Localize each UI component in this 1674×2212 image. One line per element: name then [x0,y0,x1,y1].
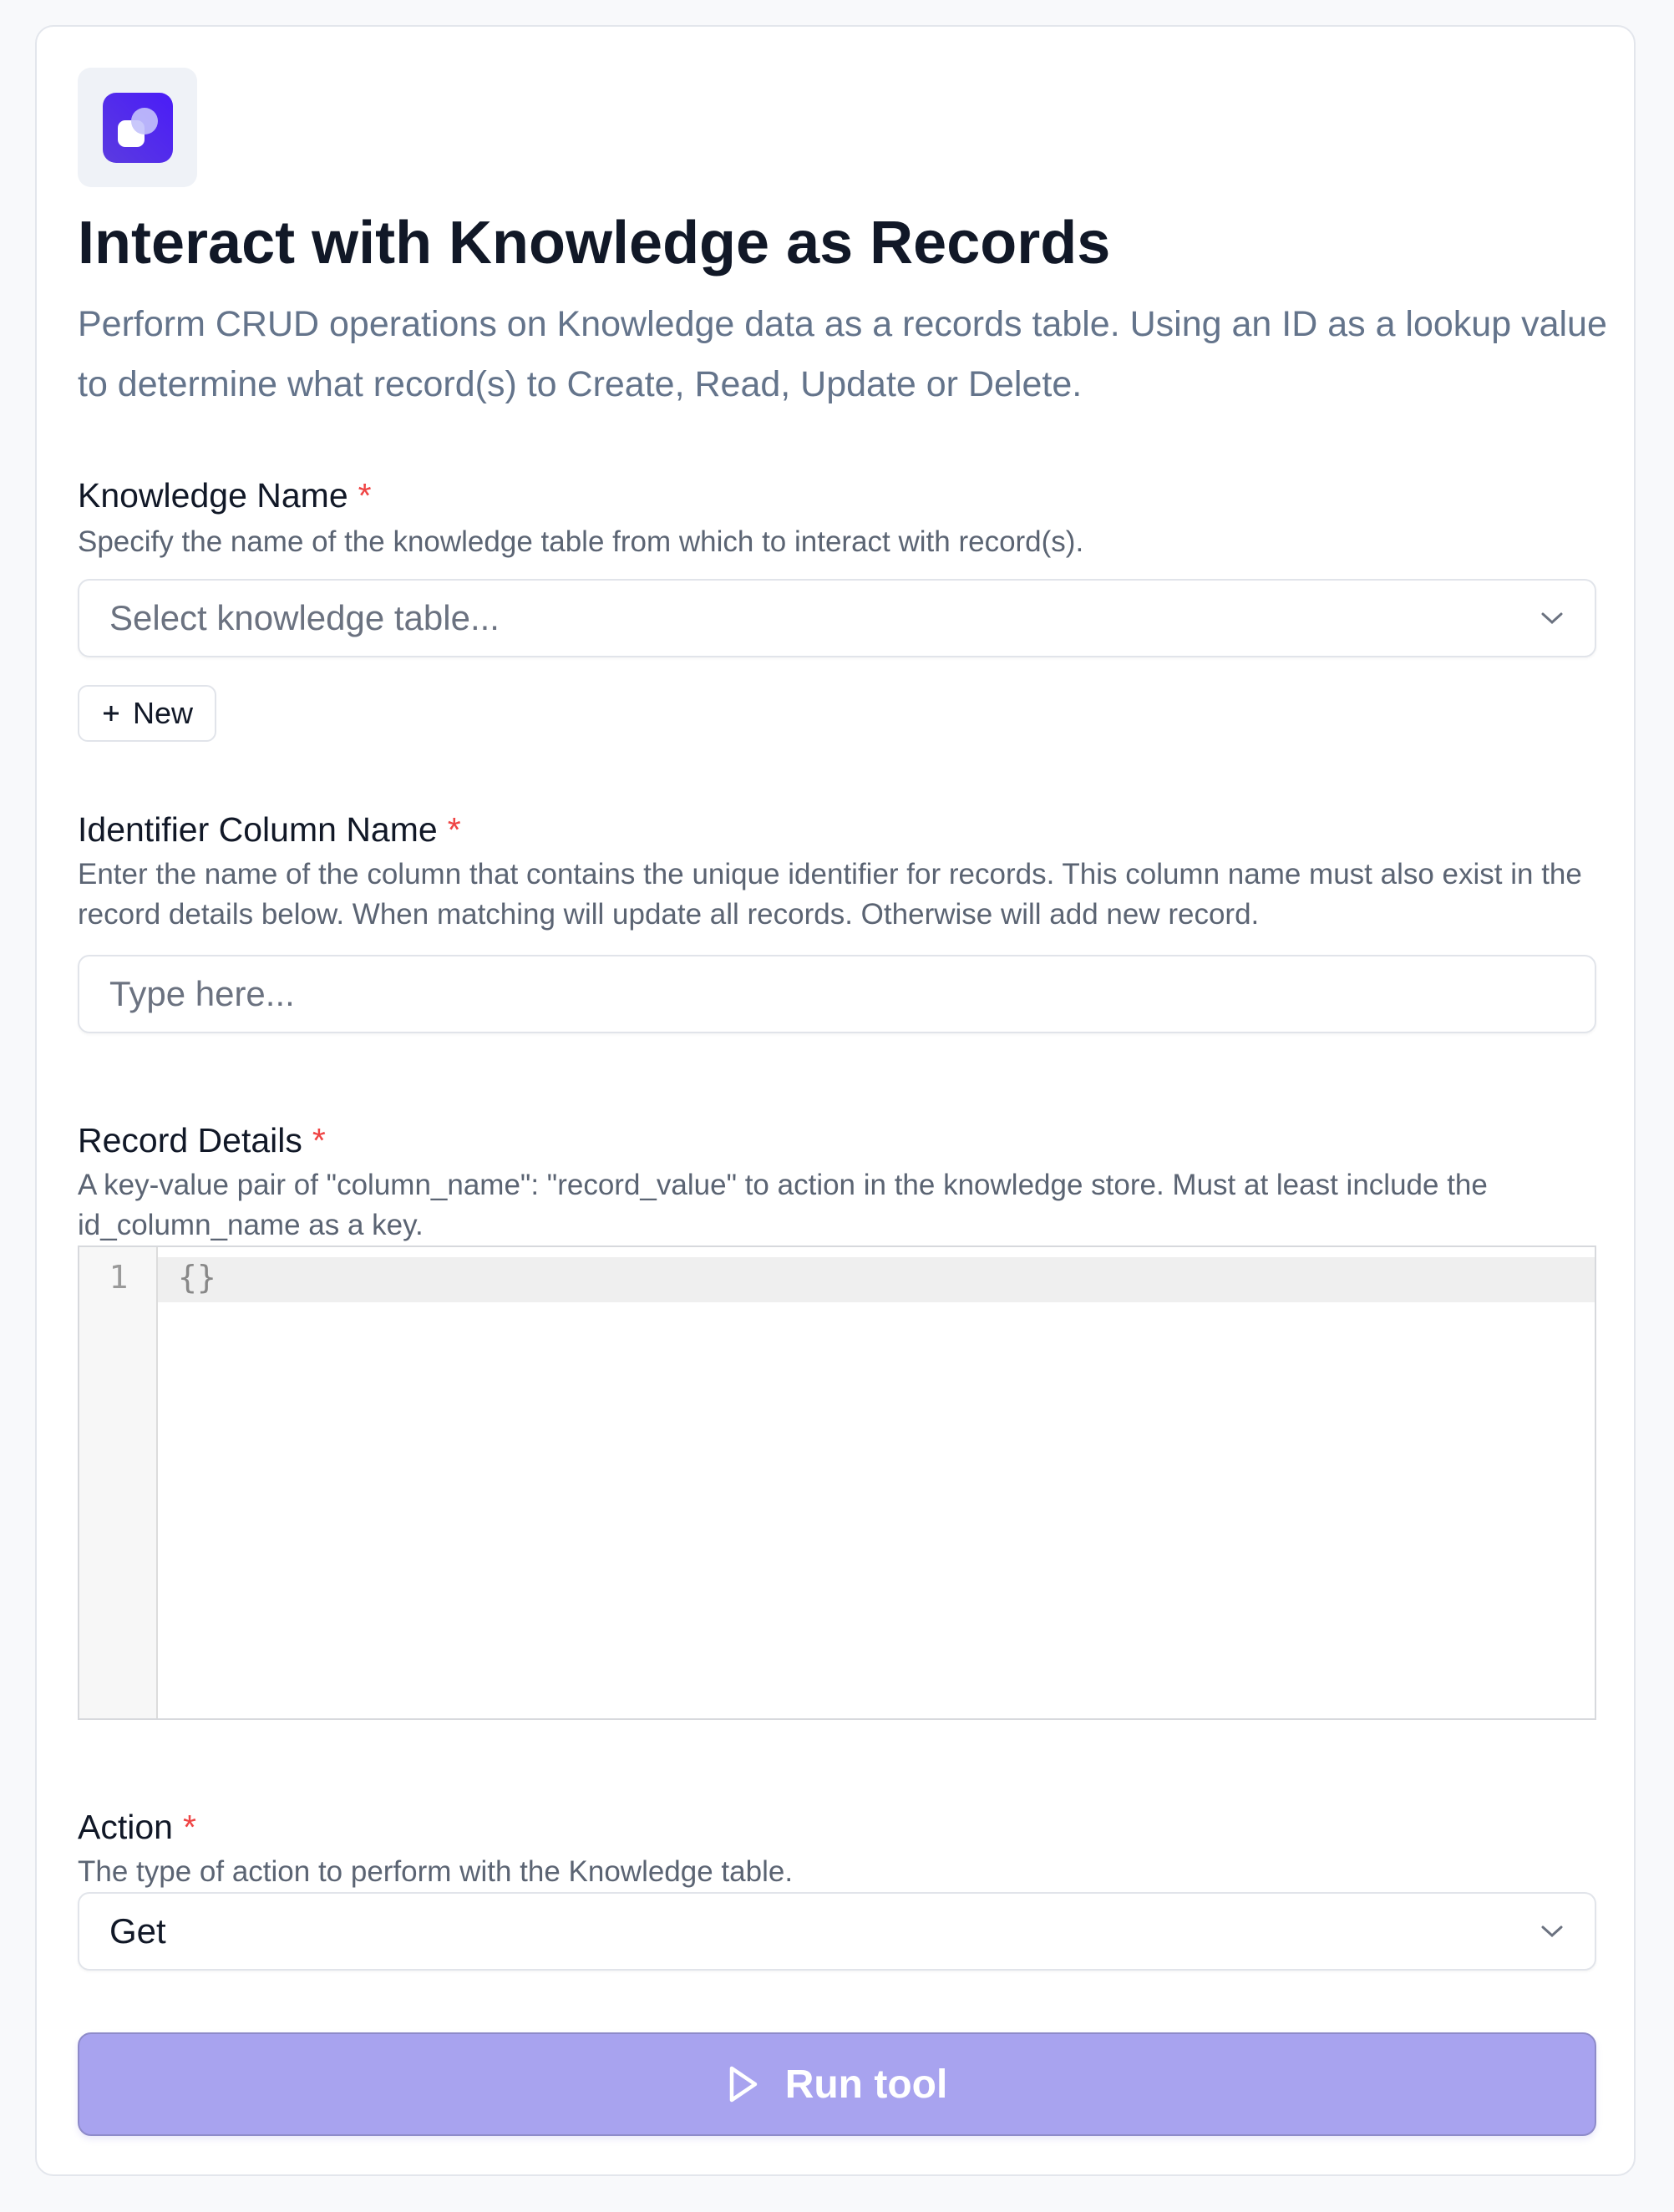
input-placeholder: Type here... [109,974,295,1013]
knowledge-table-select[interactable] [78,579,1596,657]
action-select[interactable] [78,1892,1596,1971]
run-tool-button[interactable] [78,2032,1596,2136]
required-marker: * [358,476,372,515]
run-tool-label: Run tool [784,2062,948,2107]
select-value: Get [109,1911,166,1951]
plus-icon [101,703,121,723]
required-marker: * [182,1808,196,1846]
action-help: The type of action to perform with the Knowledge table. [78,1855,794,1888]
knowledge-name-label [78,476,372,515]
required-marker: * [447,810,461,849]
select-placeholder: Select knowledge table... [109,598,500,637]
required-marker: * [312,1121,326,1159]
identifier-column-input[interactable] [78,955,1596,1033]
line-number: 1 [109,1259,129,1296]
play-icon [727,2064,760,2104]
record-details-label [78,1121,326,1160]
new-button-label: New [132,696,194,730]
page-title: Interact with Knowledge as Records [78,210,1111,276]
knowledge-app-icon [103,93,173,163]
tool-card [35,25,1636,2176]
json-code-editor[interactable] [78,1246,1596,1720]
label-text: Action [78,1808,173,1846]
action-label [78,1808,196,1847]
knowledge-name-help: Specify the name of the knowledge table from which to interact with record(s). [78,525,1084,558]
record-details-help: A key-value pair of "column_name": "record_value" to action in the knowledge store. Must at least include the id_column_name as a key. [78,1169,1488,1241]
code-content[interactable]: {} [178,1259,216,1296]
chevron-down-icon [1540,1923,1565,1940]
label-text: Record Details [78,1121,302,1159]
active-line-highlight [158,1257,1595,1302]
chevron-down-icon [1540,610,1565,627]
logo [78,68,197,187]
identifier-column-label [78,810,461,850]
identifier-column-help: Enter the name of the column that contains the unique identifier for records. This column name must also exist in the record details below. When matching will update all records. Otherwise will add new record. [78,858,1582,931]
new-knowledge-button[interactable] [78,685,216,742]
line-gutter [79,1247,158,1718]
label-text: Knowledge Name [78,476,348,515]
label-text: Identifier Column Name [78,810,438,849]
page-description: Perform CRUD operations on Knowledge data as a records table. Using an ID as a lookup value to determine what record(s) to Create, Read, Update or Delete. [78,304,1607,404]
